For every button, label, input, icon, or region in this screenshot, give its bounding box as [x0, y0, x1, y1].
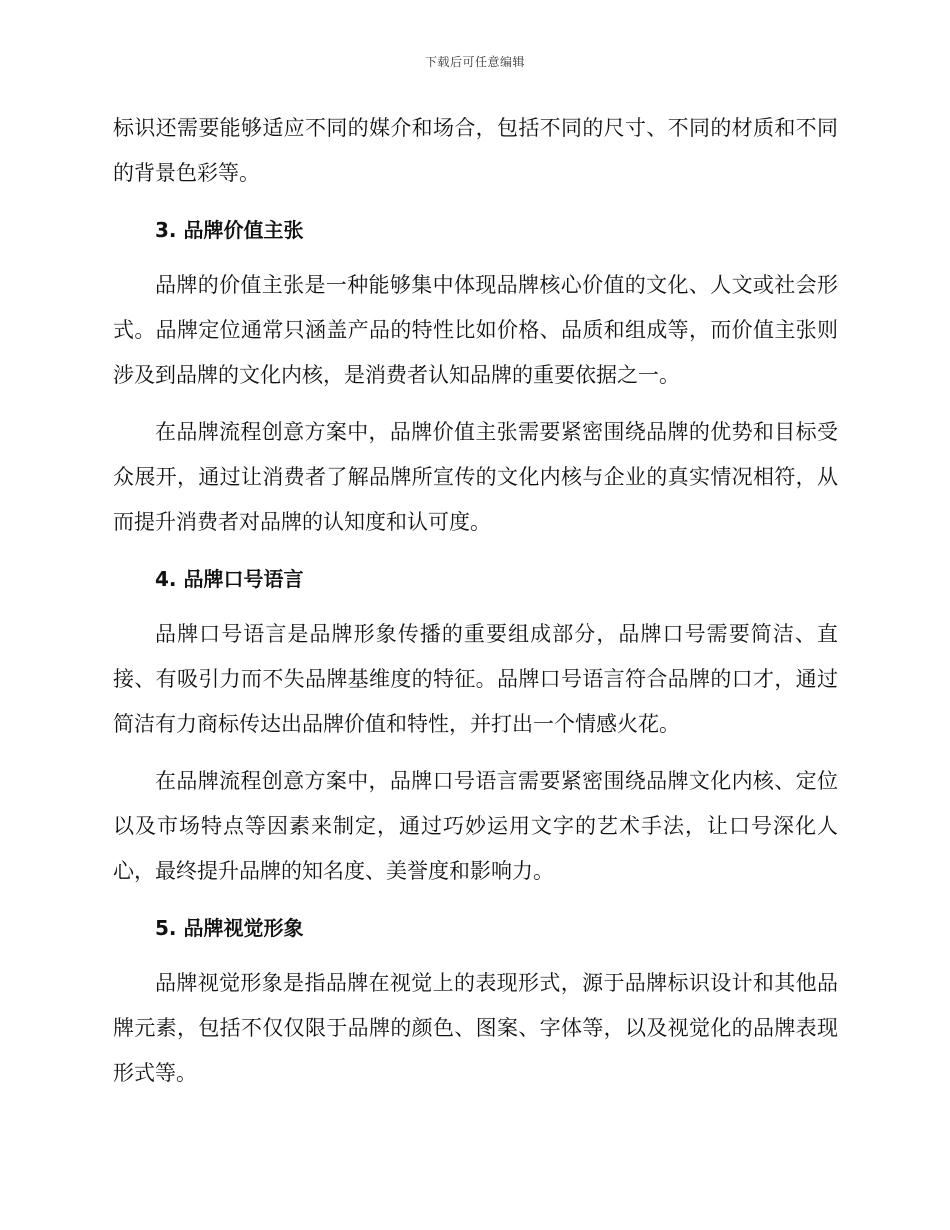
section-heading-slogan: 4. 品牌口号语言: [155, 567, 304, 591]
paragraph-slogan-definition: 品牌口号语言是品牌形象传播的重要组成部分，品牌口号需要简洁、直接、有吸引力而不失品牌基维度的特征。品牌口号语言符合品牌的口才，通过简洁有力商标传达出品牌价值和特性，并打出一个情感火花。: [113, 622, 838, 736]
paragraph-slogan-in-plan: 在品牌流程创意方案中，品牌口号语言需要紧密围绕品牌文化内核、定位以及市场特点等因素来制定，通过巧妙运用文字的艺术手法，让口号深化人心，最终提升品牌的知名度、美誉度和影响力。: [113, 769, 838, 883]
paragraph-visual-identity-definition: 品牌视觉形象是指品牌在视觉上的表现形式，源于品牌标识设计和其他品牌元素，包括不仅仅限于品牌的颜色、图案、字体等，以及视觉化的品牌表现形式等。: [113, 971, 838, 1085]
section-heading-visual-identity: 5. 品牌视觉形象: [155, 916, 304, 940]
page-header: 下载后可任意编辑: [424, 55, 525, 69]
section-heading-value-proposition: 3. 品牌价值主张: [155, 218, 304, 242]
paragraph-logo-adaptability: 标识还需要能够适应不同的媒介和场合，包括不同的尺寸、不同的材质和不同的背景色彩等。: [113, 116, 838, 185]
paragraph-value-proposition-in-plan: 在品牌流程创意方案中，品牌价值主张需要紧密围绕品牌的优势和目标受众展开，通过让消费者了解品牌所宣传的文化内核与企业的真实情况相符，从而提升消费者对品牌的认知度和认可度。: [113, 420, 838, 534]
paragraph-value-proposition-definition: 品牌的价值主张是一种能够集中体现品牌核心价值的文化、人文或社会形式。品牌定位通常只涵盖产品的特性比如价格、品质和组成等，而价值主张则涉及到品牌的文化内核，是消费者认知品牌的重要依据之一。: [113, 273, 838, 387]
document-body: [113, 106, 838, 1096]
